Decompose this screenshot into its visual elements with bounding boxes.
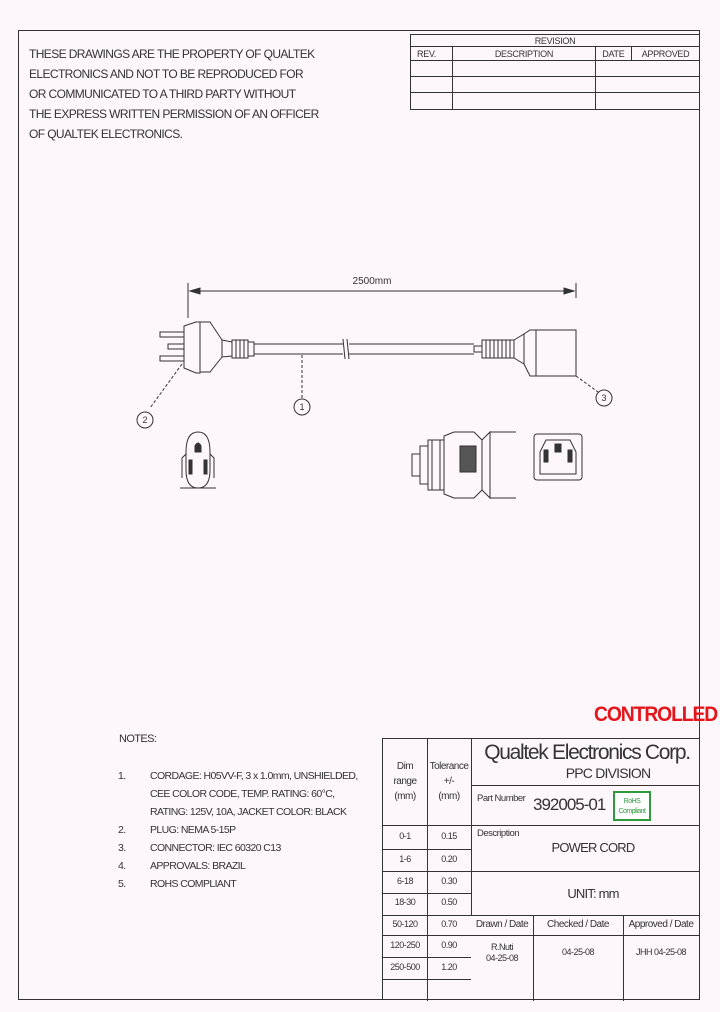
- note-number: 1.: [118, 770, 126, 782]
- legal-line: OR COMMUNICATED TO A THIRD PARTY WITHOUT: [29, 87, 296, 101]
- description-header: DESCRIPTION: [453, 47, 596, 61]
- tolerance-cell: 0.20: [441, 854, 457, 864]
- rev-header: REV.: [411, 47, 453, 61]
- dim-header-line: Dim: [396, 761, 414, 772]
- drawn-label: Drawn / Date: [475, 919, 529, 930]
- drawn-by: R.Nuti: [490, 942, 513, 952]
- length-label: 2500mm: [352, 276, 392, 287]
- note-text: APPROVALS: BRAZIL: [150, 860, 246, 872]
- balloon-3-label: 3: [601, 393, 607, 403]
- tolerance-cell: 0.15: [441, 831, 457, 841]
- notes-title: NOTES:: [119, 733, 157, 745]
- revision-title: REVISION: [411, 35, 700, 47]
- rohs-line: RoHS: [623, 798, 641, 805]
- note-text: CEE COLOR CODE, TEMP. RATING: 60°C,: [150, 788, 335, 800]
- note-text: CORDAGE: H05VV-F, 3 x 1.0mm, UNSHIELDED,: [150, 770, 358, 782]
- note-text: ROHS COMPLIANT: [150, 878, 237, 890]
- dim-range-cell: 0-1: [399, 831, 411, 841]
- controlled-stamp: CONTROLLED: [594, 703, 718, 726]
- description-label: Description: [477, 828, 520, 839]
- tolerance-cell: 1.20: [441, 962, 457, 972]
- note-text: RATING: 125V, 10A, JACKET COLOR: BLACK: [150, 806, 347, 818]
- dim-range-cell: 6-18: [396, 876, 413, 886]
- note-number: 2.: [118, 824, 126, 836]
- legal-line: ELECTRONICS AND NOT TO BE REPRODUCED FOR: [29, 67, 304, 81]
- tolerance-header: [427, 759, 471, 804]
- note-text: CONNECTOR: IEC 60320 C13: [150, 842, 281, 854]
- drawn-date: 04-25-08: [485, 953, 519, 963]
- dim-range-cell: 18-30: [394, 897, 416, 907]
- dim-range-cell: 120-250: [390, 940, 420, 950]
- balloon-2-label: 2: [142, 415, 148, 425]
- legal-line: OF QUALTEK ELECTRONICS.: [29, 127, 183, 141]
- note-number: 4.: [118, 860, 126, 872]
- description-value: POWER CORD: [551, 840, 635, 855]
- tolerance-cell: 0.50: [441, 897, 457, 907]
- dim-range-header: [383, 759, 427, 804]
- company-name: Qualtek Electronics Corp.: [484, 741, 690, 764]
- part-number-label: Part Number: [477, 793, 526, 804]
- c13-connector-top: [412, 432, 516, 498]
- nema-plug-side: [160, 322, 254, 373]
- balloon-1-label: 1: [299, 402, 305, 412]
- dim-range-cell: 250-500: [390, 962, 420, 972]
- c13-connector-face: [534, 434, 582, 480]
- tolerance-cell: 0.90: [441, 940, 457, 950]
- approved-header: APPROVED: [632, 47, 700, 61]
- part-number: 392005-01: [533, 795, 606, 814]
- approved-label: Approved / Date: [628, 919, 694, 930]
- tolerance-cell: 0.70: [441, 919, 457, 929]
- dim-header-line: range: [393, 776, 417, 787]
- unit-value: UNIT: mm: [567, 886, 619, 901]
- rohs-line: Compliant: [618, 808, 646, 815]
- cable: [254, 339, 474, 359]
- tol-header-line: Tolerance: [429, 761, 469, 772]
- dim-range-cell: 1-6: [399, 854, 411, 864]
- tol-header-line: (mm): [438, 791, 460, 802]
- legal-line: THESE DRAWINGS ARE THE PROPERTY OF QUALTEK: [29, 47, 315, 61]
- approved-value: JHH 04-25-08: [635, 947, 687, 957]
- c13-connector-side: [474, 330, 576, 376]
- division-name: PPC DIVISION: [565, 765, 651, 781]
- title-block: [382, 738, 700, 1000]
- checked-date: 04-25-08: [561, 947, 595, 957]
- dim-header-line: (mm): [394, 791, 416, 802]
- checked-label: Checked / Date: [547, 919, 609, 930]
- note-number: 5.: [118, 878, 126, 890]
- date-header: DATE: [595, 47, 631, 61]
- dim-range-cell: 50-120: [392, 919, 418, 929]
- note-text: PLUG: NEMA 5-15P: [150, 824, 236, 836]
- rohs-badge: [613, 791, 651, 821]
- legal-line: THE EXPRESS WRITTEN PERMISSION OF AN OFFICER: [29, 107, 319, 121]
- tol-header-line: +/-: [443, 776, 455, 787]
- note-number: 3.: [118, 842, 126, 854]
- tolerance-cell: 0.30: [441, 876, 457, 886]
- dimension-line: [188, 283, 576, 318]
- nema-plug-face: [180, 432, 216, 488]
